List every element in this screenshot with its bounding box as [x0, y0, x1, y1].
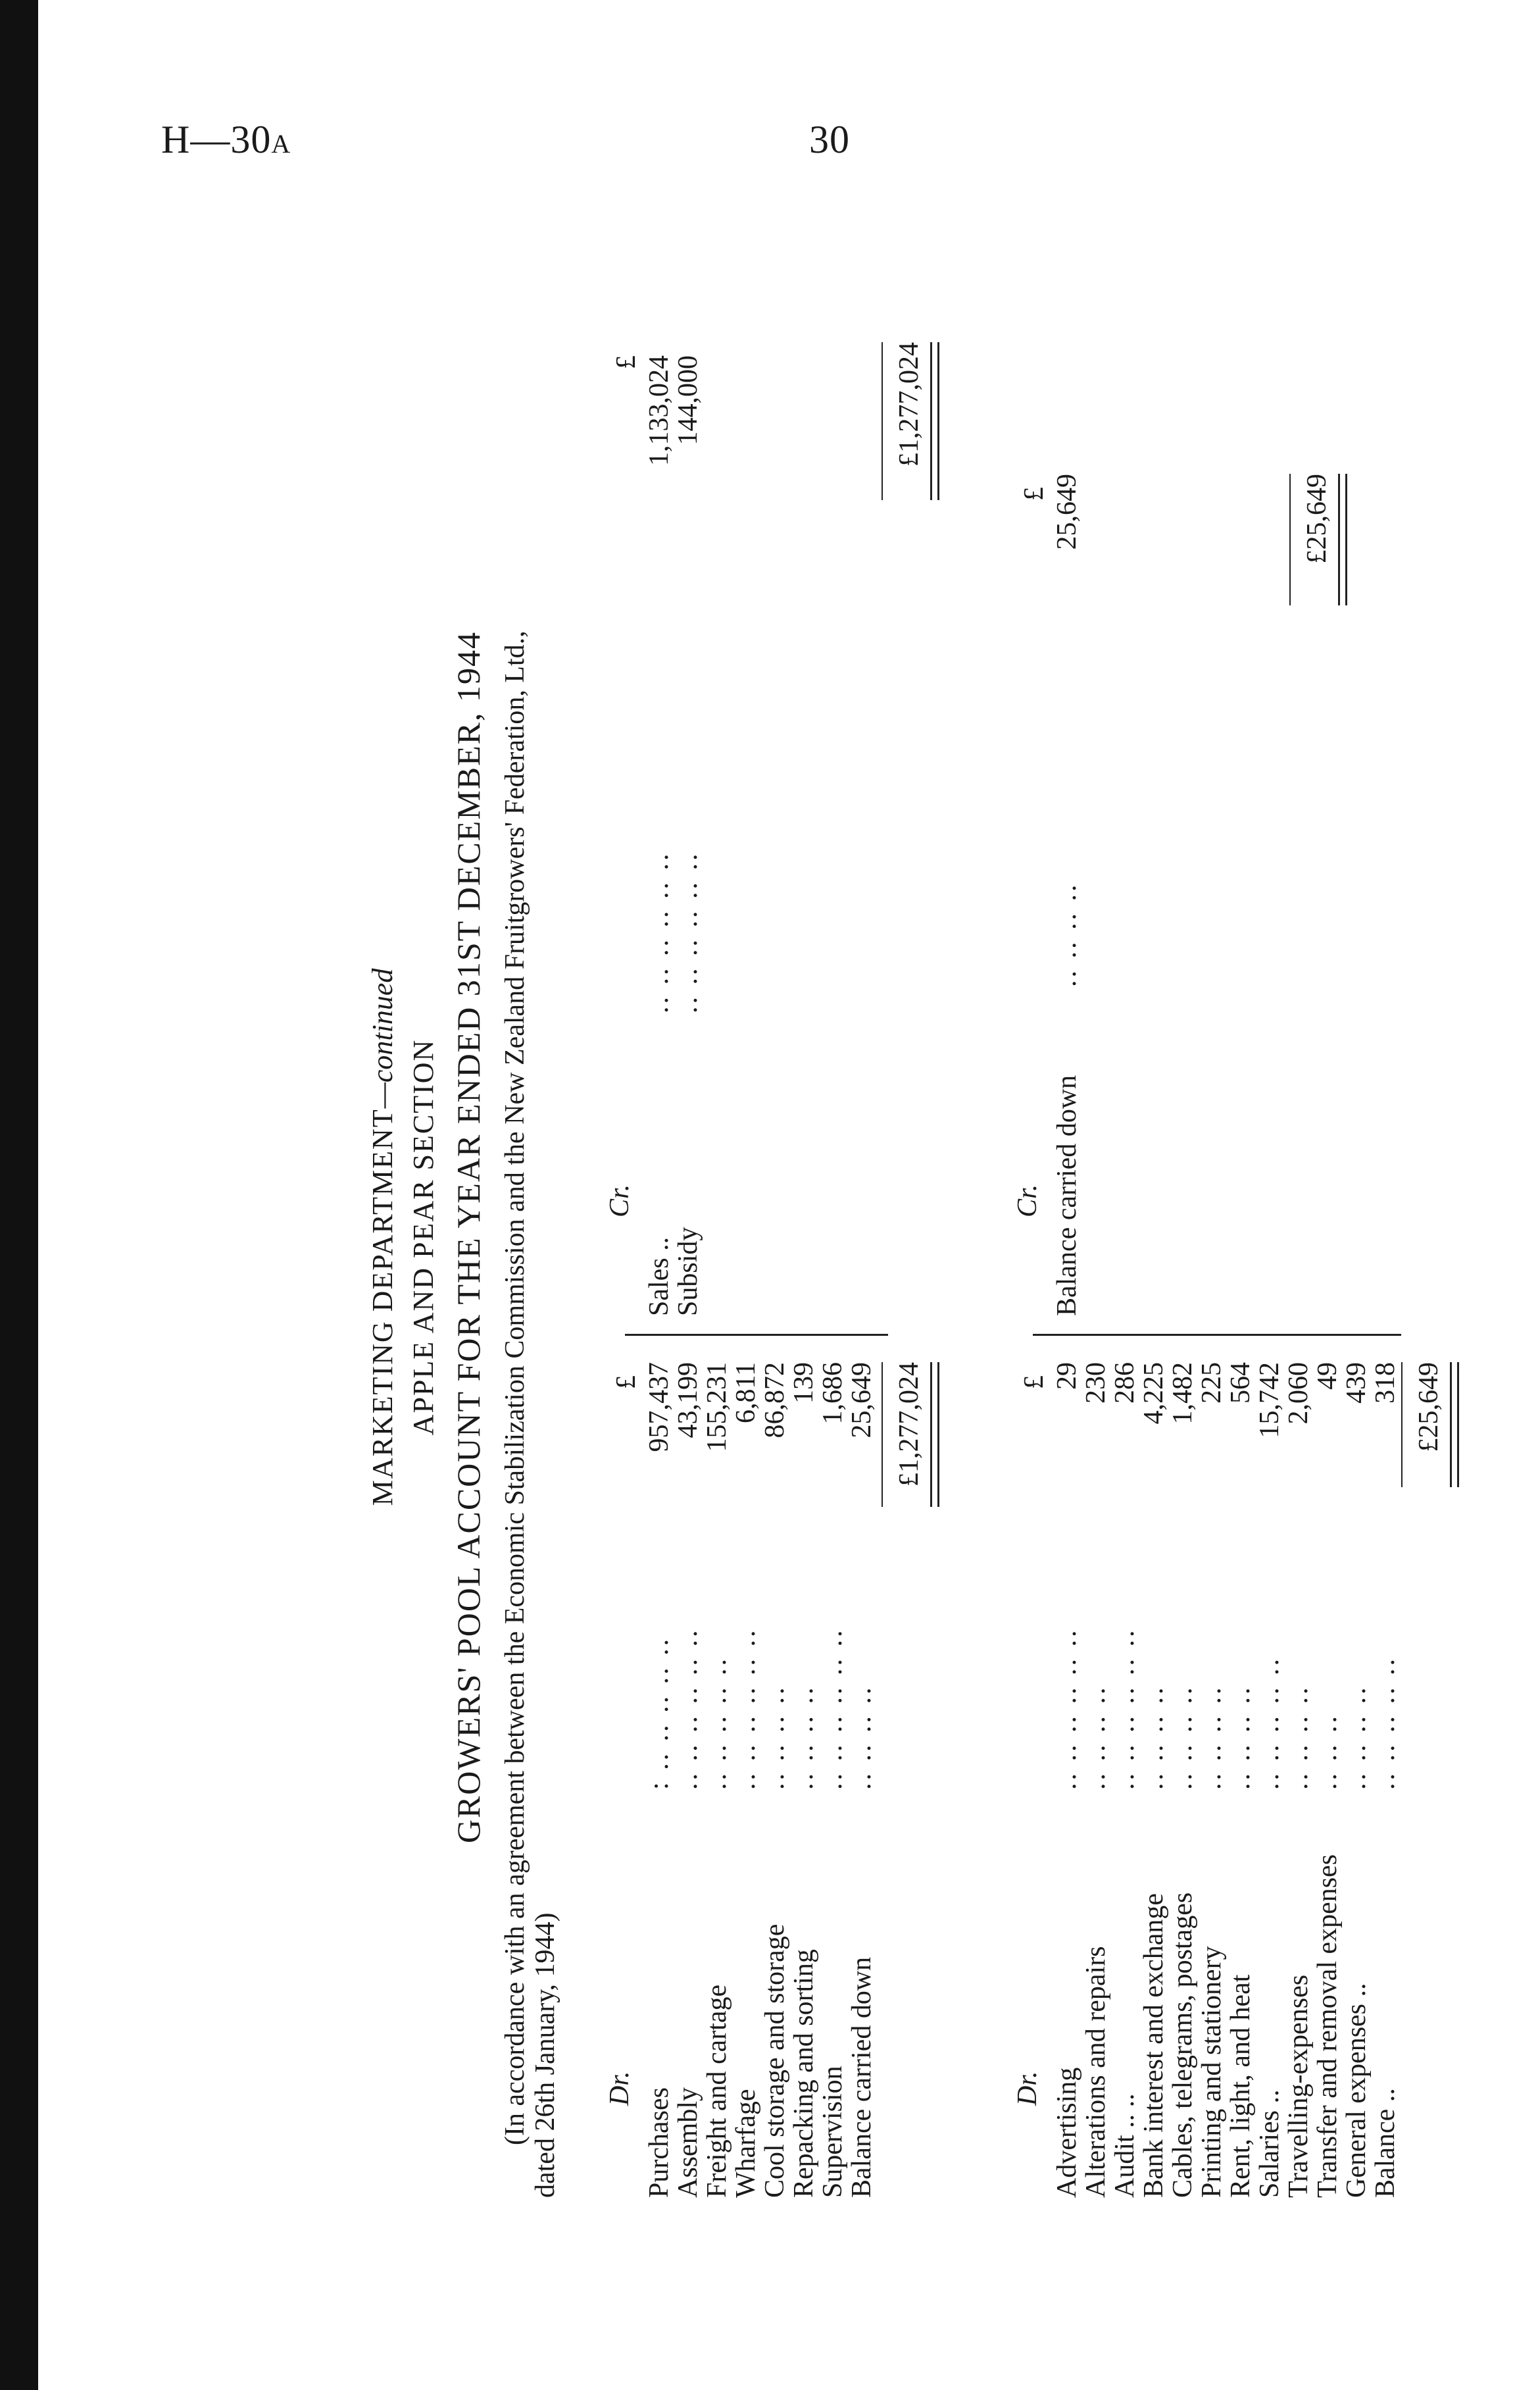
agreement-date: dated 26th January, 1944): [530, 1912, 560, 2198]
ledger-item-label: Supervision: [818, 2066, 848, 2198]
ledger-item-amount: 564: [1226, 1362, 1256, 1404]
ledger-item-amount: 155,231: [702, 1362, 732, 1452]
leader-dots: .. .. .. ..: [1081, 1685, 1111, 1790]
total-rule: [882, 1362, 883, 1507]
agreement-note: (In accordance with an agreement between the Economic Stabilization Commission and the New Zealand Fruitgrowers' Federation, Ltd.,: [500, 630, 530, 2145]
leader-dots: .. .. .. ..: [1283, 1685, 1314, 1790]
total-rule: [1401, 1362, 1403, 1487]
ledger-item-label: Balance carried down: [847, 1956, 877, 2198]
rotated-content: [366, 276, 1444, 2198]
ledger-item-amount: 230: [1081, 1362, 1111, 1404]
ledger-item-amount: 1,133,024: [644, 355, 674, 466]
double-rule: [1338, 474, 1347, 605]
leader-dots: .. .. .. .. .. ..: [731, 1627, 761, 1790]
ledger-item-label: Wharfage: [731, 2089, 761, 2198]
ledger-item-label: Subsidy: [673, 1227, 703, 1316]
ledger-item-amount: 286: [1110, 1362, 1140, 1404]
binding-edge: [0, 0, 38, 2390]
ledger-item-amount: 225: [1197, 1362, 1227, 1404]
ledger-item-amount: 144,000: [673, 355, 703, 445]
leader-dots: .. .. .. ..: [1341, 1685, 1372, 1790]
ledger-item-label: Alterations and repairs: [1081, 1946, 1111, 2198]
ledger-item-amount: 15,742: [1254, 1362, 1285, 1438]
leader-dots: .. .. .. .. ..: [702, 1656, 732, 1790]
department-title: MARKETING DEPARTMENT—continued: [366, 968, 399, 1506]
leader-dots: .. .. .. .. .. ..: [1052, 1627, 1082, 1790]
ledger-item-label: Rent, light, and heat: [1226, 1974, 1256, 2198]
credit-heading: Cr.: [605, 1184, 635, 1217]
ledger-item-label: Salaries ..: [1254, 2089, 1285, 2198]
leader-dots: .. .. .. ..: [1168, 1685, 1198, 1790]
ledger-item-amount: 318: [1370, 1362, 1401, 1404]
credit-heading: Cr.: [1012, 1184, 1043, 1217]
double-rule: [1450, 1362, 1459, 1487]
ledger-item-amount: 4,225: [1139, 1362, 1169, 1425]
ledger-row: [847, 276, 876, 2198]
ledger-item-amount: 1,686: [818, 1362, 848, 1425]
leader-dots: .. .. .. .. .. ..: [673, 851, 703, 1013]
ledger-item-label: General expenses ..: [1341, 1983, 1372, 2198]
ledger-item-label: Printing and stationery: [1197, 1946, 1227, 2198]
ledger-item-label: Purchases: [644, 2087, 674, 2198]
leader-dots: .. .. .. ..: [1197, 1685, 1227, 1790]
ledger-row: [1168, 276, 1197, 2198]
ledger-row: [674, 276, 703, 2198]
debit-total: £1,277,024: [894, 1362, 924, 1487]
leader-dots: .. .. .. .. .. ..: [644, 851, 674, 1013]
ledger-item-label: Transfer and removal expenses: [1312, 1854, 1343, 2198]
ledger-item-amount: 25,649: [1052, 474, 1082, 550]
ledger-row: [732, 276, 760, 2198]
ledger-row: [645, 276, 674, 2198]
ledger-item-amount: 86,872: [760, 1362, 790, 1438]
section-title: APPLE AND PEAR SECTION: [407, 1038, 439, 1436]
ledger-item-amount: 2,060: [1283, 1362, 1314, 1425]
ledger-row: [1371, 276, 1400, 2198]
double-rule: [930, 342, 939, 500]
leader-dots: .. .. ..: [1312, 1714, 1343, 1790]
ledger-row: [760, 276, 789, 2198]
ledger-item-amount: 1,482: [1168, 1362, 1198, 1425]
ledger-item-amount: 43,199: [673, 1362, 703, 1438]
leader-dots: : .. .. .. .. ..: [644, 1636, 674, 1790]
currency-symbol: £: [611, 355, 641, 369]
debit-total: £25,649: [1414, 1362, 1444, 1452]
page-number: 30: [809, 118, 850, 161]
ledger-row: [703, 276, 732, 2198]
ledger-item-label: Bank interest and exchange: [1139, 1893, 1169, 2198]
ledger-item-label: Balance carried down: [1052, 1075, 1082, 1316]
ledger-item-amount: 29: [1052, 1362, 1082, 1390]
leader-dots: .. .. .. ..: [847, 1685, 877, 1790]
debit-heading: Dr.: [1012, 2071, 1043, 2106]
leader-dots: .. .. .. .. .. ..: [818, 1627, 848, 1790]
ledger-item-label: Audit .. ..: [1110, 2093, 1140, 2198]
ledger-row: [1110, 276, 1139, 2198]
leader-dots: .. .. .. .. .. ..: [673, 1627, 703, 1790]
ledger-row: [1197, 276, 1226, 2198]
leader-dots: .. .. .. ..: [760, 1685, 790, 1790]
ledger-item-label: Travelling-expenses: [1283, 1974, 1314, 2198]
ledger-row: [789, 276, 818, 2198]
page-reference: H—30A: [161, 118, 291, 161]
ledger-row: [1226, 276, 1255, 2198]
ledger-item-label: Repacking and sorting: [789, 1949, 819, 2198]
ledger-item-label: Freight and cartage: [702, 1984, 732, 2198]
ledger-item-label: Sales ..: [644, 1236, 674, 1316]
ledger-item-amount: 439: [1341, 1362, 1372, 1404]
ledger-item-amount: 49: [1312, 1362, 1343, 1390]
leader-dots: .. .. .. .. ..: [1370, 1656, 1401, 1790]
ledger-item-amount: 139: [789, 1362, 819, 1404]
ledger-item-label: Cool storage and storage: [760, 1923, 790, 2198]
currency-symbol: £: [611, 1375, 641, 1389]
ledger-row: [818, 276, 847, 2198]
ledger-row: [1053, 276, 1081, 2198]
ledger-item-amount: 25,649: [847, 1362, 877, 1438]
ledger-item-label: Cables, telegrams, postages: [1168, 1892, 1198, 2198]
leader-dots: .. .. .. ..: [1139, 1685, 1169, 1790]
leader-dots: .. .. .. ..: [1052, 882, 1082, 987]
leader-dots: .. .. .. ..: [789, 1685, 819, 1790]
leader-dots: .. .. .. .. .. ..: [1110, 1627, 1140, 1790]
leader-dots: .. .. .. ..: [1226, 1685, 1256, 1790]
double-rule: [930, 1362, 939, 1507]
debit-heading: Dr.: [605, 2071, 635, 2106]
credit-total: £1,277,024: [894, 342, 924, 467]
leader-dots: .. .. .. .. ..: [1254, 1656, 1285, 1790]
account-title: GROWERS' POOL ACCOUNT FOR THE YEAR ENDED 31ST DECEMBER, 1944: [450, 630, 487, 1844]
currency-symbol: £: [1019, 487, 1049, 501]
ledger-row: [1255, 276, 1284, 2198]
ledger-row: [1139, 276, 1168, 2198]
total-rule: [882, 342, 883, 500]
currency-symbol: £: [1019, 1375, 1049, 1389]
total-rule: [1289, 474, 1291, 605]
ledger-item-label: Balance ..: [1370, 2088, 1401, 2198]
ledger-item-amount: 957,437: [644, 1362, 674, 1452]
ledger-item-label: Assembly: [673, 2087, 703, 2198]
credit-total: £25,649: [1302, 474, 1332, 564]
ledger-item-label: Advertising: [1052, 2067, 1082, 2198]
ledger-item-amount: 6,811: [731, 1362, 761, 1423]
ledger-row: [1081, 276, 1110, 2198]
